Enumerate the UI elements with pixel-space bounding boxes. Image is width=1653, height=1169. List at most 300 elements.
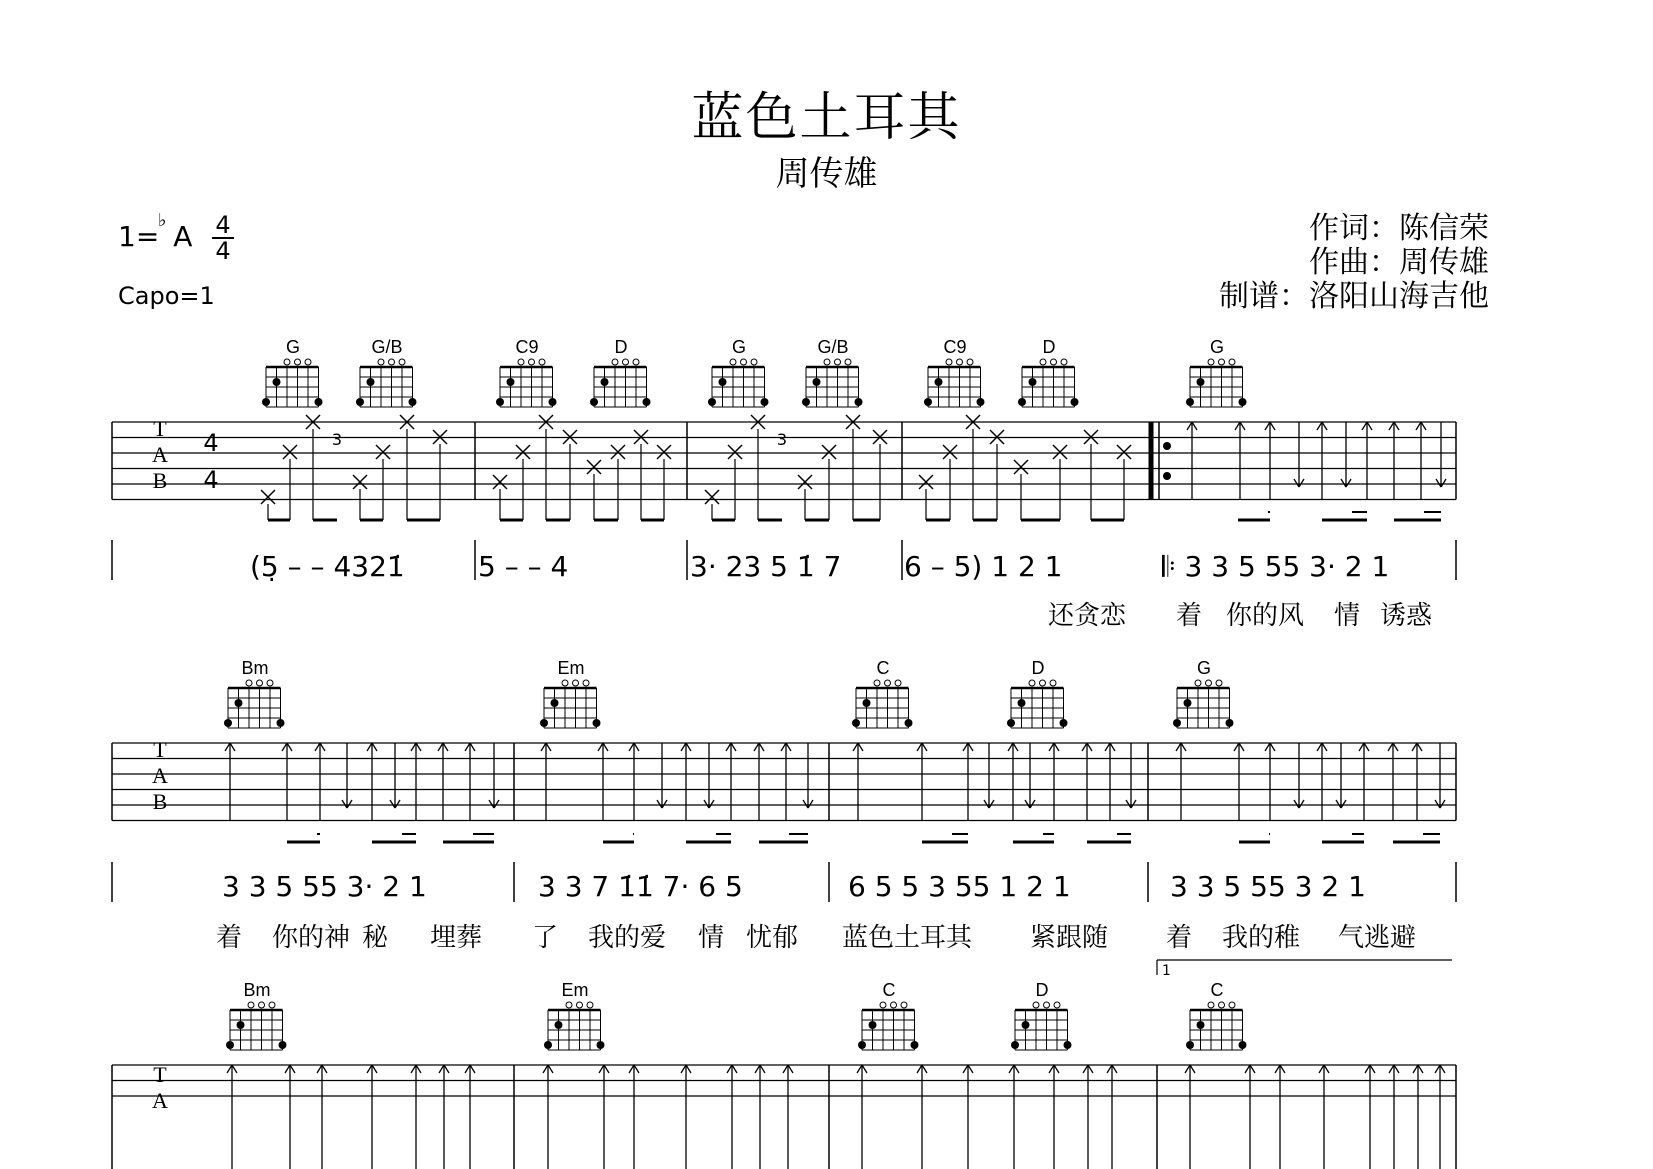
strum-arrowhead xyxy=(755,1065,760,1073)
strum-arrowhead xyxy=(282,743,287,751)
open-string-marker xyxy=(1229,1002,1235,1008)
open-string-marker xyxy=(284,359,290,365)
strum-arrowhead xyxy=(1280,1065,1285,1073)
strum-arrowhead xyxy=(1240,422,1245,430)
tab-clef-letter: T xyxy=(153,416,167,441)
finger-dot xyxy=(273,378,281,386)
strum-arrowhead xyxy=(494,800,499,808)
strum-arrowhead xyxy=(963,1065,968,1073)
finger-dot xyxy=(708,398,716,406)
strum-arrowhead xyxy=(416,1065,421,1073)
lyric-word: 着 xyxy=(1166,923,1193,953)
strum-arrowhead xyxy=(489,800,494,808)
lyric-word: 秘 xyxy=(362,923,389,953)
strum-arrowhead xyxy=(727,1065,732,1073)
strum-arrowhead xyxy=(1014,1065,1019,1073)
strum-arrowhead xyxy=(1245,1065,1250,1073)
strum-arrowhead xyxy=(287,743,292,751)
strum-arrowhead xyxy=(1270,422,1275,430)
finger-dot xyxy=(643,398,651,406)
song-artist: 周传雄 xyxy=(775,154,878,194)
strum-arrowhead xyxy=(629,743,634,751)
jianpu-measure: 3 3 5 55 3· 2 1 xyxy=(222,870,427,903)
strum-arrowhead xyxy=(1435,1065,1440,1073)
strum-arrowhead xyxy=(230,743,235,751)
finger-dot xyxy=(1186,1041,1194,1049)
strum-arrowhead xyxy=(1362,422,1367,430)
finger-dot xyxy=(1239,1041,1247,1049)
strum-arrowhead xyxy=(1388,743,1393,751)
finger-dot xyxy=(1060,719,1068,727)
strum-arrowhead xyxy=(1416,422,1421,430)
finger-dot xyxy=(540,719,548,727)
finger-dot xyxy=(224,719,232,727)
finger-dot xyxy=(802,398,810,406)
open-string-marker xyxy=(874,680,880,686)
strum-arrowhead xyxy=(731,743,736,751)
open-string-marker xyxy=(1061,359,1067,365)
open-string-marker xyxy=(1208,1002,1214,1008)
jianpu-measure: 3 3 7 1̇1̇ 7· 6 5 xyxy=(538,870,743,903)
finger-dot xyxy=(1018,398,1026,406)
strum-arrowhead xyxy=(862,1065,867,1073)
strum-arrowhead xyxy=(1317,422,1322,430)
strum-arrowhead xyxy=(548,1065,553,1073)
jianpu-measure: (5̣ – – 4321̇ xyxy=(250,550,405,583)
strum-arrowhead xyxy=(1270,743,1275,751)
strum-arrowhead xyxy=(465,1065,470,1073)
strum-arrowhead xyxy=(1126,800,1131,808)
finger-dot xyxy=(1011,1041,1019,1049)
strum-arrowhead xyxy=(342,800,347,808)
strum-arrowhead xyxy=(1417,743,1422,751)
chord-name: C xyxy=(882,980,896,1000)
strum-arrowhead xyxy=(1389,1065,1394,1073)
lyric-word: 蓝色土耳其 xyxy=(842,923,973,953)
strum-arrowhead xyxy=(1413,1065,1418,1073)
strum-arrowhead xyxy=(1317,743,1322,751)
strum-arrowhead xyxy=(1185,1065,1190,1073)
ending-number: 1 xyxy=(1162,963,1171,979)
strum-arrowhead xyxy=(1265,743,1270,751)
open-string-marker xyxy=(741,359,747,365)
chord-name: C9 xyxy=(515,337,539,357)
strum-arrowhead xyxy=(1370,1065,1375,1073)
finger-dot xyxy=(367,378,375,386)
open-string-marker xyxy=(583,680,589,686)
strum-arrowhead xyxy=(917,743,922,751)
strum-arrowhead xyxy=(634,1065,639,1073)
lyric-word: 你的神 xyxy=(272,923,351,953)
chord-name: G/B xyxy=(817,337,849,357)
chord-name: C xyxy=(1210,980,1224,1000)
finger-dot xyxy=(356,398,364,406)
lyric-word: 我的稚 xyxy=(1222,923,1301,953)
open-string-marker xyxy=(573,680,579,686)
finger-dot xyxy=(1197,1021,1205,1029)
strum-arrowhead xyxy=(1299,800,1304,808)
strum-arrowhead xyxy=(444,1065,449,1073)
open-string-marker xyxy=(612,359,618,365)
strum-arrowhead xyxy=(439,1065,444,1073)
chord-name: D xyxy=(1031,658,1045,678)
open-string-marker xyxy=(1195,680,1201,686)
finger-dot xyxy=(852,719,860,727)
open-string-marker xyxy=(267,680,273,686)
open-string-marker xyxy=(259,1002,265,1008)
strum-arrowhead xyxy=(470,743,475,751)
open-string-marker xyxy=(891,1002,897,1008)
repeat-dot xyxy=(1163,472,1171,480)
finger-dot xyxy=(858,1041,866,1049)
strum-arrowhead xyxy=(657,800,662,808)
strum-arrowhead xyxy=(1088,1065,1093,1073)
finger-dot xyxy=(593,719,601,727)
song-title: 蓝色土耳其 xyxy=(691,88,962,148)
time-bottom: 4 xyxy=(215,237,231,265)
open-string-marker xyxy=(399,359,405,365)
strum-arrowhead xyxy=(372,743,377,751)
strum-arrowhead xyxy=(1013,743,1018,751)
finger-dot xyxy=(1071,398,1079,406)
strum-arrowhead xyxy=(1440,1065,1445,1073)
strum-arrowhead xyxy=(1107,1065,1112,1073)
finger-dot xyxy=(315,398,323,406)
finger-dot xyxy=(1018,699,1026,707)
strum-arrowhead xyxy=(922,1065,927,1073)
open-string-marker xyxy=(257,680,263,686)
finger-dot xyxy=(551,699,559,707)
strum-arrowhead xyxy=(290,1065,295,1073)
strum-arrowhead xyxy=(1394,422,1399,430)
strum-arrowhead xyxy=(1008,743,1013,751)
open-string-marker xyxy=(1040,680,1046,686)
strum-arrowhead xyxy=(681,1065,686,1073)
strum-arrowhead xyxy=(968,743,973,751)
chord-name: G xyxy=(1196,658,1212,678)
open-string-marker xyxy=(885,680,891,686)
strum-arrowhead xyxy=(546,743,551,751)
lyric-word: 着 xyxy=(1176,601,1203,631)
strum-arrowhead xyxy=(788,1065,793,1073)
strum-arrowhead xyxy=(726,743,731,751)
strum-arrowhead xyxy=(1105,743,1110,751)
finger-dot xyxy=(555,1021,563,1029)
strum-arrowhead xyxy=(1412,743,1417,751)
lyric-word: 情 xyxy=(698,923,725,953)
open-string-marker xyxy=(587,1002,593,1008)
tab-clef-letter: A xyxy=(152,1088,168,1113)
finger-dot xyxy=(761,398,769,406)
open-string-marker xyxy=(539,359,545,365)
finger-dot xyxy=(1029,378,1037,386)
open-string-marker xyxy=(248,1002,254,1008)
tab-clef-letter: A xyxy=(152,763,168,788)
chord-name: D xyxy=(1035,980,1049,1000)
strum-arrowhead xyxy=(541,743,546,751)
tab-clef-letter: T xyxy=(153,1062,167,1087)
chord-name: Bm xyxy=(243,980,271,1000)
finger-dot xyxy=(409,398,417,406)
open-string-marker xyxy=(1054,1002,1060,1008)
open-string-marker xyxy=(901,1002,907,1008)
strum-arrowhead xyxy=(1418,1065,1423,1073)
strum-arrowhead xyxy=(603,743,608,751)
capo-label: Capo=1 xyxy=(118,282,215,310)
strum-arrowhead xyxy=(686,743,691,751)
finger-dot xyxy=(813,378,821,386)
finger-dot xyxy=(507,378,515,386)
strum-arrowhead xyxy=(465,743,470,751)
strum-arrowhead xyxy=(759,743,764,751)
strum-arrowhead xyxy=(1049,743,1054,751)
strum-arrowhead xyxy=(1294,800,1299,808)
strum-arrowhead xyxy=(372,1065,377,1073)
strum-arrowhead xyxy=(390,800,395,808)
strum-arrowhead xyxy=(760,1065,765,1073)
strum-arrowhead xyxy=(1336,800,1341,808)
strum-arrowhead xyxy=(367,1065,372,1073)
strum-arrowhead xyxy=(1421,422,1426,430)
strum-arrowhead xyxy=(1235,422,1240,430)
strum-arrowhead xyxy=(808,800,813,808)
open-string-marker xyxy=(305,359,311,365)
open-string-marker xyxy=(1206,680,1212,686)
strum-arrowhead xyxy=(1054,743,1059,751)
open-string-marker xyxy=(295,359,301,365)
tab-clef-letter: A xyxy=(152,442,168,467)
strum-arrowhead xyxy=(1299,479,1304,487)
finger-dot xyxy=(235,699,243,707)
finger-dot xyxy=(549,398,557,406)
chord-name: Em xyxy=(557,658,585,678)
strum-arrowhead xyxy=(1176,743,1181,751)
chord-name: D xyxy=(1042,337,1056,357)
jianpu-measure: 6 – 5) 1 2 1 xyxy=(904,550,1063,583)
open-string-marker xyxy=(1051,359,1057,365)
open-string-marker xyxy=(1050,680,1056,686)
strum-arrowhead xyxy=(1319,1065,1324,1073)
lyric-word: 了 xyxy=(532,923,559,953)
chord-name: C xyxy=(876,658,890,678)
strum-arrowhead xyxy=(367,743,372,751)
strum-arrowhead xyxy=(1049,1065,1054,1073)
open-string-marker xyxy=(1208,359,1214,365)
open-string-marker xyxy=(824,359,830,365)
strum-arrowhead xyxy=(922,743,927,751)
strum-arrowhead xyxy=(963,743,968,751)
open-string-marker xyxy=(957,359,963,365)
strum-arrowhead xyxy=(786,743,791,751)
jianpu-measure: 𝄆 3 3 5 55 3· 2 1 xyxy=(1162,550,1390,583)
finger-dot xyxy=(496,398,504,406)
strum-arrowhead xyxy=(1441,479,1446,487)
lyric-word: 情 xyxy=(1334,601,1361,631)
finger-dot xyxy=(1064,1041,1072,1049)
tab-clef-letter: B xyxy=(152,468,168,493)
strum-arrowhead xyxy=(347,800,352,808)
strum-arrowhead xyxy=(783,1065,788,1073)
strum-arrowhead xyxy=(1346,479,1351,487)
strum-arrowhead xyxy=(411,1065,416,1073)
time-signature-bottom: 4 xyxy=(203,466,219,494)
open-string-marker xyxy=(880,1002,886,1008)
chord-name: Em xyxy=(561,980,589,1000)
chord-name: C9 xyxy=(943,337,967,357)
strum-arrowhead xyxy=(285,1065,290,1073)
strum-arrowhead xyxy=(686,1065,691,1073)
repeat-dot xyxy=(1163,442,1171,450)
finger-dot xyxy=(1022,1021,1030,1029)
strum-arrowhead xyxy=(1394,1065,1399,1073)
strum-arrowhead xyxy=(1192,422,1197,430)
strum-arrowhead xyxy=(1083,1065,1088,1073)
open-string-marker xyxy=(1229,359,1235,365)
strum-arrowhead xyxy=(227,1065,232,1073)
strum-arrowhead xyxy=(1265,422,1270,430)
strum-arrowhead xyxy=(443,743,448,751)
chord-name: G xyxy=(731,337,747,357)
strum-arrowhead xyxy=(681,743,686,751)
strum-arrowhead xyxy=(470,1065,475,1073)
strum-arrowhead xyxy=(1054,1065,1059,1073)
strum-arrowhead xyxy=(1341,479,1346,487)
strum-arrowhead xyxy=(225,743,230,751)
open-string-marker xyxy=(1033,1002,1039,1008)
lyric-word: 着 xyxy=(216,923,243,953)
strum-arrowhead xyxy=(989,800,994,808)
strum-arrowhead xyxy=(322,1065,327,1073)
open-string-marker xyxy=(730,359,736,365)
strum-arrowhead xyxy=(1131,800,1136,808)
open-string-marker xyxy=(246,680,252,686)
finger-dot xyxy=(905,719,913,727)
open-string-marker xyxy=(1219,1002,1225,1008)
finger-dot xyxy=(226,1041,234,1049)
strum-arrowhead xyxy=(853,743,858,751)
open-string-marker xyxy=(529,359,535,365)
finger-dot xyxy=(279,1041,287,1049)
tab-clef-letter: B xyxy=(152,789,168,814)
jianpu-measure: 3 3 5 55 3 2 1 xyxy=(1170,870,1366,903)
strum-arrowhead xyxy=(857,1065,862,1073)
finger-dot xyxy=(1226,719,1234,727)
time-signature-top: 4 xyxy=(203,429,219,457)
key-note: A xyxy=(173,220,193,253)
strum-arrowhead xyxy=(1365,1065,1370,1073)
strum-arrowhead xyxy=(604,1065,609,1073)
strum-arrowhead xyxy=(781,743,786,751)
finger-dot xyxy=(1173,719,1181,727)
strum-arrowhead xyxy=(858,743,863,751)
strum-arrowhead xyxy=(1110,743,1115,751)
lyric-word: 你的风 xyxy=(1226,601,1305,631)
strum-arrowhead xyxy=(411,743,416,751)
open-string-marker xyxy=(1044,1002,1050,1008)
chord-name: Bm xyxy=(241,658,269,678)
finger-dot xyxy=(237,1021,245,1029)
finger-dot xyxy=(1239,398,1247,406)
strum-arrowhead xyxy=(1190,1065,1195,1073)
tab-clef-letter: T xyxy=(153,737,167,762)
strum-arrowhead xyxy=(754,743,759,751)
finger-dot xyxy=(869,1021,877,1029)
open-string-marker xyxy=(1216,680,1222,686)
finger-dot xyxy=(1184,699,1192,707)
strum-arrowhead xyxy=(1025,800,1030,808)
open-string-marker xyxy=(1219,359,1225,365)
lyric-word: 还贪恋 xyxy=(1048,601,1127,631)
strum-arrowhead xyxy=(438,743,443,751)
strum-arrowhead xyxy=(1324,1065,1329,1073)
strum-arrowhead xyxy=(1367,422,1372,430)
lyric-word: 紧跟随 xyxy=(1030,923,1109,953)
finger-dot xyxy=(601,378,609,386)
strum-arrowhead xyxy=(1234,743,1239,751)
strum-arrowhead xyxy=(1359,743,1364,751)
open-string-marker xyxy=(967,359,973,365)
strum-arrowhead xyxy=(1187,422,1192,430)
strum-arrowhead xyxy=(984,800,989,808)
strum-arrowhead xyxy=(968,1065,973,1073)
strum-arrowhead xyxy=(1436,479,1441,487)
open-string-marker xyxy=(1029,680,1035,686)
lyricist: 作词：陈信荣 xyxy=(1309,211,1489,246)
strum-arrowhead xyxy=(1112,1065,1117,1073)
strum-arrowhead xyxy=(1364,743,1369,751)
strum-arrowhead xyxy=(662,800,667,808)
strum-arrowhead xyxy=(395,800,400,808)
strum-arrowhead xyxy=(917,1065,922,1073)
jianpu-measure: 5 – – 4 xyxy=(478,550,569,583)
triplet-number: 3 xyxy=(331,430,343,449)
strum-arrowhead xyxy=(1294,479,1299,487)
strum-arrowhead xyxy=(1341,800,1346,808)
arranger: 制谱：洛阳山海吉他 xyxy=(1219,279,1489,314)
open-string-marker xyxy=(835,359,841,365)
open-string-marker xyxy=(751,359,757,365)
open-string-marker xyxy=(623,359,629,365)
strum-arrowhead xyxy=(1181,743,1186,751)
finger-dot xyxy=(544,1041,552,1049)
time-top: 4 xyxy=(215,211,231,239)
open-string-marker xyxy=(389,359,395,365)
strum-arrowhead xyxy=(803,800,808,808)
strum-arrowhead xyxy=(1435,800,1440,808)
strum-arrowhead xyxy=(232,1065,237,1073)
strum-arrowhead xyxy=(598,743,603,751)
finger-dot xyxy=(855,398,863,406)
jianpu-measure: 6 5 5 3 55 1 2 1 xyxy=(848,870,1071,903)
flat-icon: ♭ xyxy=(158,210,167,231)
finger-dot xyxy=(863,699,871,707)
strum-arrowhead xyxy=(416,743,421,751)
finger-dot xyxy=(597,1041,605,1049)
triplet-number: 3 xyxy=(776,430,788,449)
strum-arrowhead xyxy=(732,1065,737,1073)
open-string-marker xyxy=(269,1002,275,1008)
chord-name: D xyxy=(614,337,628,357)
strum-arrowhead xyxy=(1250,1065,1255,1073)
chord-name: G xyxy=(285,337,301,357)
jianpu-measure: 3· 23 5 1̇ 7 xyxy=(690,550,842,583)
strum-arrowhead xyxy=(634,743,639,751)
strum-arrowhead xyxy=(320,743,325,751)
finger-dot xyxy=(977,398,985,406)
chord-name: G xyxy=(1209,337,1225,357)
open-string-marker xyxy=(633,359,639,365)
strum-arrowhead xyxy=(1239,743,1244,751)
